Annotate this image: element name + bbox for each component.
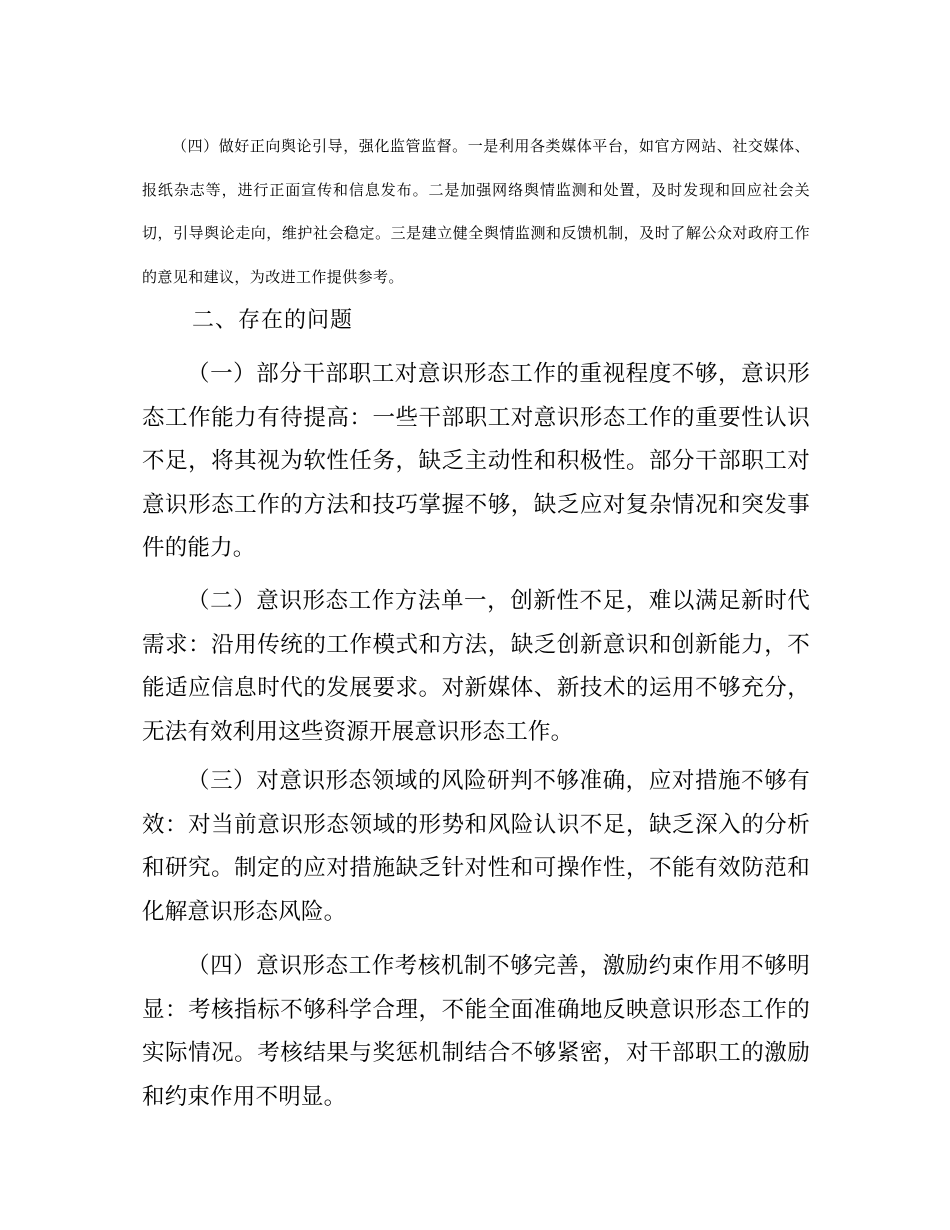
intro-paragraph: （四）做好正向舆论引导，强化监管监督。一是利用各类媒体平台，如官方网站、社交媒体、报纸杂志等，进行正面宣传和信息发布。二是加强网络舆情监测和处置，及时发现和回应社会关切，引导舆论走向，维护社会稳定。三是建立健全舆情监测和反馈机制，及时了解公众对政府工作的意见和建议，为改进工作提供参考。 [142,137,810,286]
problem-paragraph-4: （四）意识形态工作考核机制不够完善，激励约束作用不够明显：考核指标不够科学合理，不能全面准确地反映意识形态工作的实际情况。考核结果与奖惩机制结合不够紧密，对干部职工的激励和约束作用不明显。 [142,953,810,1110]
problem-paragraph-3: （三）对意识形态领域的风险研判不够准确，应对措施不够有效：对当前意识形态领域的形势和风险认识不足，缺乏深入的分析和研究。制定的应对措施缺乏针对性和可操作性，不能有效防范和化解意识形态风险。 [142,768,810,925]
problem-paragraph-2: （二）意识形态工作方法单一，创新性不足，难以满足新时代需求：沿用传统的工作模式和方法，缺乏创新意识和创新能力，不能适应信息时代的发展要求。对新媒体、新技术的运用不够充分，无法有效利用这些资源开展意识形态工作。 [142,588,810,745]
section-heading: 二、存在的问题 [192,308,354,333]
problem-paragraph-1: （一）部分干部职工对意识形态工作的重视程度不够，意识形态工作能力有待提高：一些干部职工对意识形态工作的重要性认识不足，将其视为软性任务，缺乏主动性和积极性。部分干部职工对意识形态工作的方法和技巧掌握不够，缺乏应对复杂情况和突发事件的能力。 [142,361,810,561]
